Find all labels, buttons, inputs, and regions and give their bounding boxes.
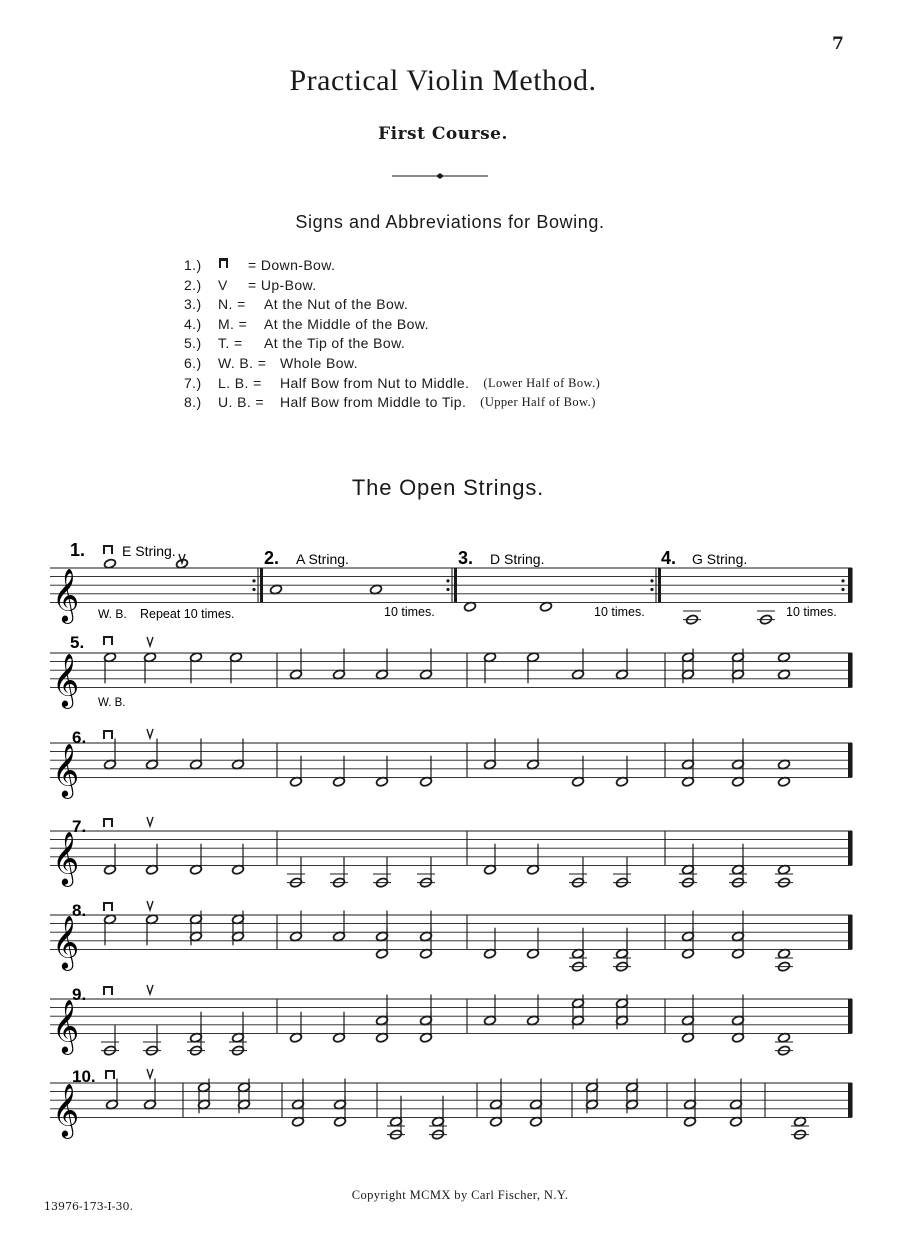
down-bow-icon [104,819,112,827]
repeat-text: 10 times. [384,605,435,619]
up-bow-icon [147,901,153,910]
sign-number: 1.) [184,257,202,273]
exercise-number: 6. [72,728,87,747]
repeat-text: Repeat 10 times. [140,607,235,621]
note-head [777,759,790,770]
repeat-dot [252,579,255,582]
final-barline [848,999,852,1033]
up-bow-icon [179,554,185,563]
bowing-sign-row [184,374,600,394]
treble-clef-icon: 𝄞 [52,999,80,1052]
sign-symbol: N. = [218,296,246,313]
up-bow-icon [147,1069,153,1078]
repeat-barline [658,568,661,602]
repeat-text: 10 times. [786,605,837,619]
sign-note: (Upper Half of Bow.) [480,395,596,410]
repeat-dot [446,588,449,591]
bowing-sign-row [184,295,600,315]
repeat-barline [454,568,457,602]
sign-number: 3.) [184,296,202,313]
sign-symbol: W. B. = [218,354,267,371]
note-head [777,776,790,787]
page-title: Practical Violin Method. [289,64,597,97]
bowing-sign-row [184,354,600,374]
down-bow-icon [104,731,112,739]
sign-symbol: U. B. = [218,394,264,411]
bowing-abbreviation: W. B. [98,697,126,709]
sign-number: 7.) [184,374,202,391]
section-heading-open-strings: The Open Strings. [351,475,545,500]
exercise-number: 3. [458,548,474,568]
repeat-dot [841,588,844,591]
bowing-sign-row [184,276,600,296]
final-barline [848,743,852,777]
final-barline [848,568,852,602]
exercise-number: 8. [72,901,87,920]
down-bow-icon [104,637,112,645]
up-bow-icon: V [218,276,228,293]
plate-number: 13976-173-I-30. [44,1200,133,1213]
repeat-dot [252,588,255,591]
repeat-dot [446,579,449,582]
sign-text: At the Tip of the Bow. [264,335,406,352]
sign-number: 4.) [184,315,202,332]
sign-text: At the Nut of the Bow. [264,296,409,313]
sign-note: (Lower Half of Bow.) [483,375,601,390]
string-label: A String. [296,551,349,567]
bowing-signs-list [184,256,600,413]
treble-clef-icon: 𝄞 [52,1083,80,1136]
down-bow-icon [104,903,112,911]
string-label: E String. [122,543,176,559]
treble-clef-icon: 𝄞 [52,653,80,706]
ornament-divider [392,172,488,180]
string-label: D String. [490,551,545,567]
treble-clef-icon: 𝄞 [52,915,80,968]
treble-clef-icon: 𝄞 [52,568,80,621]
sign-text: At the Middle of the Bow. [264,315,429,332]
repeat-barline [260,568,263,602]
note-head [369,584,382,595]
down-bow-icon [106,1071,114,1079]
final-barline [848,1083,852,1117]
sign-text: = Up-Bow. [248,276,317,293]
repeat-dot [650,588,653,591]
sign-number: 8.) [184,394,202,411]
exercise-number: 1. [70,540,86,560]
exercise-number: 2. [264,548,280,568]
note-head [777,669,790,680]
down-bow-icon [104,987,112,995]
repeat-dot [650,579,653,582]
bowing-signs-heading: Signs and Abbreviations for Bowing. [295,212,605,232]
page-number: 7 [832,34,844,54]
down-bow-icon [104,546,112,554]
note-head [269,584,282,595]
note-head [777,652,790,663]
string-label: G String. [692,551,748,567]
up-bow-icon [147,985,153,994]
up-bow-icon [147,637,153,646]
bowing-sign-row [184,334,600,354]
note-head [103,558,116,569]
bowing-sign-row [184,315,600,335]
sign-text: Half Bow from Middle to Tip. [280,394,467,411]
sign-symbol: T. = [218,335,243,352]
sign-text: Whole Bow. [280,354,358,371]
up-bow-icon [147,817,153,826]
repeat-dot [841,579,844,582]
note-head [463,601,476,612]
exercise-number: 10. [72,1067,96,1086]
bowing-sign-row [184,393,600,413]
sign-number: 6.) [184,354,202,371]
up-bow-icon [147,729,153,738]
music-score [0,530,900,1170]
note-head [539,601,552,612]
sign-text: = Down-Bow. [248,257,336,273]
treble-clef-icon: 𝄞 [52,831,80,884]
repeat-text: 10 times. [594,605,645,619]
down-bow-icon [218,256,248,276]
treble-clef-icon: 𝄞 [52,743,80,796]
sign-symbol: M. = [218,315,248,332]
exercise-number: 4. [661,548,677,568]
sign-number: 5.) [184,335,202,352]
sign-text: Half Bow from Nut to Middle. [280,374,470,391]
bowing-abbreviation: W. B. [98,607,127,621]
sign-number: 2.) [184,276,202,293]
exercise-number: 9. [72,985,87,1004]
final-barline [848,915,852,949]
sign-symbol: L. B. = [218,374,262,391]
copyright-notice: Copyright MCMX by Carl Fischer, N.Y. [351,1188,569,1202]
bowing-sign-row [184,256,600,276]
page-subtitle: First Course. [378,124,508,144]
final-barline [848,831,852,865]
final-barline [848,653,852,687]
exercise-number: 5. [70,633,85,652]
exercise-number: 7. [72,817,87,836]
